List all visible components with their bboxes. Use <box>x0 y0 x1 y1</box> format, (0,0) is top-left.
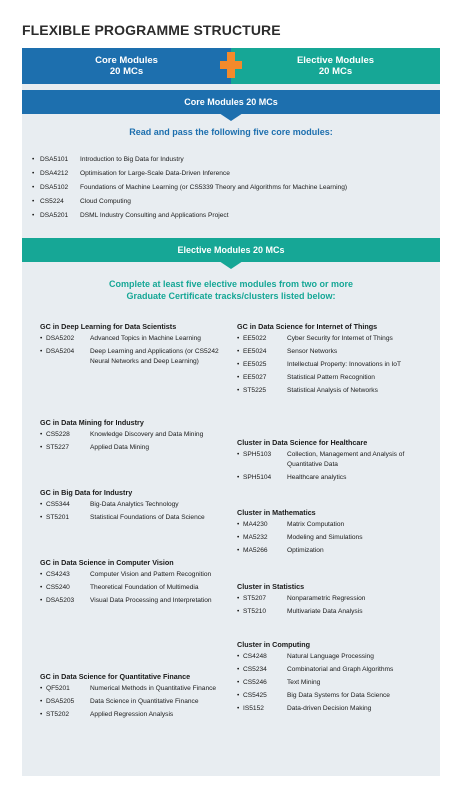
certificate-group <box>40 488 230 526</box>
core-modules-banner <box>22 48 231 84</box>
certificate-group <box>237 640 437 717</box>
group-module-list <box>40 684 230 720</box>
elective-module-item <box>237 665 437 675</box>
module-name: Text Mining <box>287 679 321 686</box>
module-code: • DSA5205 <box>46 698 75 705</box>
elective-module-item <box>237 450 437 470</box>
module-code: • CS5234 <box>243 666 267 673</box>
module-name: Knowledge Discovery and Data Mining <box>90 431 204 438</box>
elective-instruction-line1: Complete at least five elective modules from two or more <box>108 279 354 289</box>
module-code: DSA5101 <box>40 156 69 163</box>
module-code: • DSA5202 <box>46 335 75 342</box>
elective-module-item <box>40 710 230 720</box>
elective-module-item <box>40 583 230 593</box>
core-section-header <box>22 90 440 114</box>
programme-summary-banner <box>22 48 440 84</box>
elective-module-item <box>237 691 437 701</box>
group-title: GC in Data Mining for Industry <box>40 418 144 427</box>
elective-module-item <box>40 334 230 344</box>
elective-module-item <box>40 596 230 606</box>
group-title: GC in Data Science in Computer Vision <box>40 558 174 567</box>
group-module-list <box>237 520 437 556</box>
module-code: • CS5425 <box>243 692 267 699</box>
elective-module-item <box>237 520 437 530</box>
module-code: DSA5201 <box>40 212 69 219</box>
module-code: • ST5225 <box>243 387 267 394</box>
elective-module-item <box>237 386 437 396</box>
module-name: Introduction to Big Data for Industry <box>80 156 184 163</box>
group-title: GC in Data Science for Internet of Things <box>237 322 378 331</box>
module-name: Deep Learning and Applications (or CS5242 Neural Networks and Deep Learning) <box>90 348 219 365</box>
group-title: Cluster in Data Science for Healthcare <box>237 438 368 447</box>
module-code: • ST5202 <box>46 711 70 718</box>
module-name: Intellectual Property: Innovations in IoT <box>287 361 401 368</box>
module-code: • ST5210 <box>243 608 267 615</box>
elective-module-item <box>237 360 437 370</box>
core-banner-credits: 20 MCs <box>109 66 144 77</box>
module-name: Cyber Security for Internet of Things <box>287 335 393 342</box>
elective-module-item <box>40 347 230 367</box>
core-module-item <box>32 181 347 195</box>
module-name: Optimization <box>287 547 324 554</box>
elective-module-item <box>237 373 437 383</box>
page-title: FLEXIBLE PROGRAMME STRUCTURE <box>22 22 281 38</box>
elective-module-item <box>40 500 230 510</box>
group-title: Cluster in Statistics <box>237 582 305 591</box>
elective-modules-banner <box>231 48 440 84</box>
core-module-item <box>32 153 347 167</box>
module-name: Cloud Computing <box>80 198 131 205</box>
module-name: Applied Data Mining <box>90 444 150 451</box>
module-code: • EE5022 <box>243 335 267 342</box>
module-code: DSA5102 <box>40 184 69 191</box>
certificate-group <box>237 508 437 559</box>
module-name: Foundations of Machine Learning (or CS5339 Theory and Algorithms for Machine Learning) <box>80 184 348 191</box>
elective-banner-credits: 20 MCs <box>318 66 353 77</box>
module-code: • IS5152 <box>243 705 264 712</box>
module-code: • QF5201 <box>46 685 70 692</box>
module-name: Collection, Management and Analysis of Quantitative Data <box>287 451 405 468</box>
programme-panel <box>22 84 440 776</box>
module-code: • EE5025 <box>243 361 267 368</box>
group-module-list <box>237 594 437 617</box>
group-module-list <box>40 430 230 453</box>
certificate-group <box>40 418 230 456</box>
core-module-item <box>32 209 347 223</box>
group-module-list <box>40 500 230 523</box>
module-name: Statistical Analysis of Networks <box>287 387 378 394</box>
elective-module-item <box>237 594 437 604</box>
core-module-item <box>32 195 347 209</box>
group-title: GC in Big Data for Industry <box>40 488 133 497</box>
module-name: Data Science in Quantitative Finance <box>90 698 199 705</box>
elective-module-item <box>237 607 437 617</box>
elective-section-header <box>22 238 440 262</box>
module-name: Healthcare analytics <box>287 474 347 481</box>
elective-module-item <box>237 473 437 483</box>
core-banner-label: Core Modules <box>95 55 158 66</box>
group-module-list <box>237 450 437 483</box>
certificate-group <box>237 322 437 399</box>
elective-module-item <box>237 546 437 556</box>
module-code: • CS5240 <box>46 584 70 591</box>
module-name: DSML Industry Consulting and Applications Project <box>80 212 229 219</box>
module-code: DSA4212 <box>40 170 69 177</box>
module-name: Natural Language Processing <box>287 653 374 660</box>
module-code: • MA4230 <box>243 521 268 528</box>
elective-instruction <box>22 278 440 302</box>
module-name: Numerical Methods in Quantitative Finance <box>90 685 217 692</box>
module-code: • CS4248 <box>243 653 267 660</box>
group-module-list <box>40 334 230 367</box>
group-title: Cluster in Mathematics <box>237 508 316 517</box>
elective-module-item <box>40 697 230 707</box>
elective-module-item <box>237 334 437 344</box>
core-section-title: Core Modules 20 MCs <box>184 97 278 107</box>
module-code: CS5224 <box>40 198 64 205</box>
module-code: • SPH5104 <box>243 474 272 481</box>
module-code: • CS4243 <box>46 571 70 578</box>
elective-module-item <box>40 570 230 580</box>
elective-module-item <box>40 684 230 694</box>
module-code: • MA5266 <box>243 547 268 554</box>
module-name: Statistical Foundations of Data Science <box>90 514 205 521</box>
core-module-list <box>32 153 347 223</box>
module-code: • ST5201 <box>46 514 70 521</box>
module-code: • MA5232 <box>243 534 268 541</box>
module-code: • CS5246 <box>243 679 267 686</box>
module-name: Nonparametric Regression <box>287 595 366 602</box>
module-name: Sensor Networks <box>287 348 338 355</box>
plus-icon <box>220 52 242 78</box>
certificate-group <box>237 582 437 620</box>
elective-module-item <box>237 678 437 688</box>
module-name: Big-Data Analytics Technology <box>90 501 179 508</box>
group-module-list <box>40 570 230 606</box>
certificate-group <box>40 322 230 370</box>
group-title: GC in Data Science for Quantitative Finance <box>40 672 191 681</box>
elective-module-item <box>237 652 437 662</box>
module-name: Advanced Topics in Machine Learning <box>90 335 201 342</box>
elective-module-item <box>40 443 230 453</box>
core-instruction: Read and pass the following five core modules: <box>129 127 333 137</box>
certificate-group <box>40 558 230 609</box>
certificate-group <box>40 672 230 723</box>
elective-section-title: Elective Modules 20 MCs <box>177 245 285 255</box>
elective-module-item <box>237 347 437 357</box>
elective-module-item <box>40 513 230 523</box>
down-arrow-icon <box>219 261 243 269</box>
module-name: Statistical Pattern Recognition <box>287 374 375 381</box>
module-code: • ST5227 <box>46 444 70 451</box>
module-code: • SPH5103 <box>243 451 272 458</box>
elective-instruction-line2: Graduate Certificate tracks/clusters listed below: <box>126 291 336 301</box>
group-title: GC in Deep Learning for Data Scientists <box>40 322 177 331</box>
module-name: Applied Regression Analysis <box>90 711 174 718</box>
elective-module-item <box>40 430 230 440</box>
module-code: • DSA5204 <box>46 348 75 355</box>
module-name: Visual Data Processing and Interpretation <box>90 597 212 604</box>
module-name: Theoretical Foundation of Multimedia <box>90 584 199 591</box>
module-code: • CS5344 <box>46 501 70 508</box>
module-code: • DSA5203 <box>46 597 75 604</box>
module-name: Data-driven Decision Making <box>287 705 372 712</box>
module-name: Combinatorial and Graph Algorithms <box>287 666 394 673</box>
elective-banner-label: Elective Modules <box>296 55 375 66</box>
module-name: Optimisation for Large-Scale Data-Driven Inference <box>80 170 230 177</box>
group-module-list <box>237 334 437 396</box>
module-code: • EE5024 <box>243 348 267 355</box>
module-code: • CS5228 <box>46 431 70 438</box>
group-module-list <box>237 652 437 714</box>
module-code: • EE5027 <box>243 374 267 381</box>
module-name: Matrix Computation <box>287 521 345 528</box>
elective-module-item <box>237 704 437 714</box>
module-name: Modeling and Simulations <box>287 534 363 541</box>
core-module-item <box>32 167 347 181</box>
certificate-group <box>237 438 437 486</box>
module-name: Computer Vision and Pattern Recognition <box>90 571 212 578</box>
down-arrow-icon <box>219 113 243 121</box>
elective-module-item <box>237 533 437 543</box>
module-name: Multivariate Data Analysis <box>287 608 363 615</box>
module-code: • ST5207 <box>243 595 267 602</box>
group-title: Cluster in Computing <box>237 640 311 649</box>
module-name: Big Data Systems for Data Science <box>287 692 390 699</box>
